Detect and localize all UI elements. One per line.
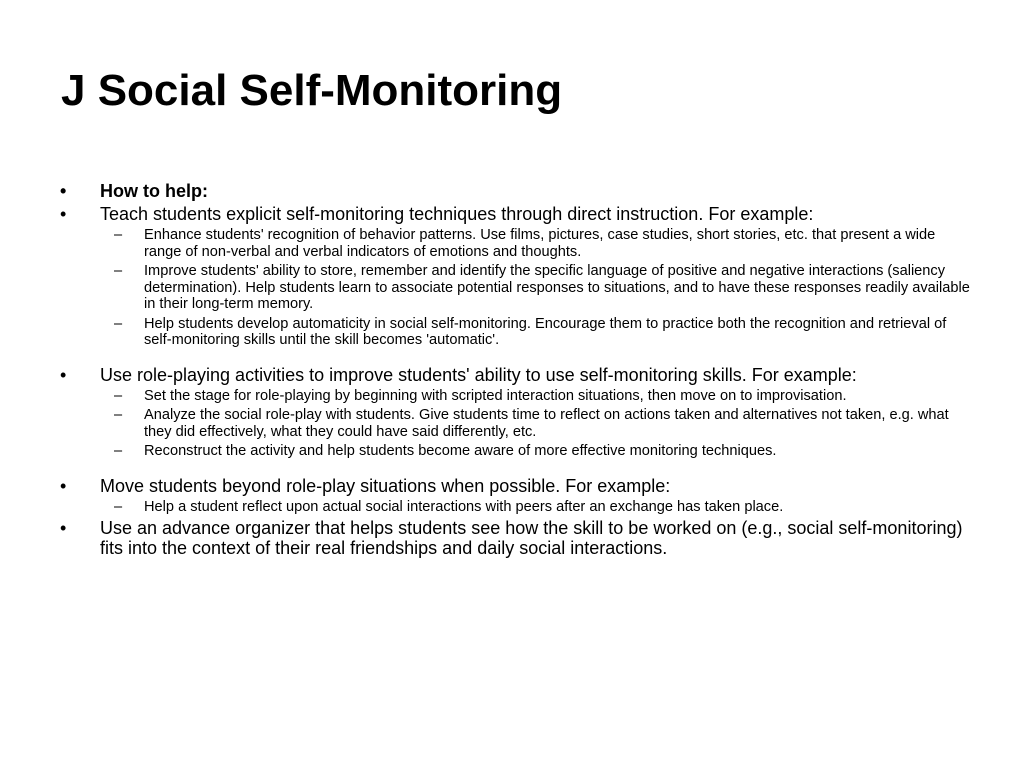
dash-marker: – xyxy=(114,387,123,404)
dash-marker: – xyxy=(114,498,123,515)
bullet-marker: • xyxy=(60,475,67,496)
sub-bullet-text: Enhance students' recognition of behavior patterns. Use films, pictures, case studies, short stories, etc. that present a wide range of non-verbal and verbal indicators of emotions and thoughts. xyxy=(144,227,936,260)
sub-bullet-item xyxy=(60,388,970,405)
sub-bullet-text: Help a student reflect upon actual social interactions with peers after an exchange has taken place. xyxy=(144,498,784,515)
sub-bullet-text: Help students develop automaticity in social self-monitoring. Encourage them to practice both the recognition and retrieval of self-monitoring skills until the skill becomes 'automatic'. xyxy=(144,315,947,348)
bullet-text: Move students beyond role-play situations when possible. For example: xyxy=(100,475,671,496)
sub-bullet-item xyxy=(60,263,970,313)
dash-marker: – xyxy=(114,315,123,332)
sub-bullet-item xyxy=(60,227,970,260)
dash-marker: – xyxy=(114,407,123,423)
bullet-text: Use role-playing activities to improve students' ability to use self-monitoring skills. For example: xyxy=(100,364,857,385)
sub-bullet-text: Analyze the social role-play with students. Give students time to reflect on actions taken and alternatives not taken, e.g. what they did effectively, what they could have said differently, etc. xyxy=(144,407,949,440)
slide-body xyxy=(60,181,970,561)
bullet-marker: • xyxy=(60,204,67,224)
dash-marker: – xyxy=(114,443,123,459)
bullet-text: How to help: xyxy=(100,181,208,201)
sub-bullet-item xyxy=(60,443,970,460)
bullet-marker: • xyxy=(60,181,67,201)
bullet-item xyxy=(60,365,970,385)
sub-bullet-text: Reconstruct the activity and help students become aware of more effective monitoring techniques. xyxy=(144,443,777,459)
sub-bullet-item xyxy=(60,407,970,440)
bullet-item xyxy=(60,181,970,201)
bullet-item xyxy=(60,204,970,224)
bullet-marker: • xyxy=(60,364,67,385)
slide-title: J Social Self-Monitoring xyxy=(61,66,563,115)
bullet-item xyxy=(60,518,970,558)
bullet-text: Use an advance organizer that helps students see how the skill to be worked on (e.g., social self-monitoring) fits into the context of their real friendships and daily social interactions. xyxy=(100,518,963,558)
sub-bullet-item xyxy=(60,316,970,349)
sub-bullet-text: Set the stage for role-playing by beginning with scripted interaction situations, then move on to improvisation. xyxy=(144,387,847,404)
sub-bullet-item xyxy=(60,499,970,516)
dash-marker: – xyxy=(114,263,123,279)
bullet-item xyxy=(60,476,970,496)
bullet-marker: • xyxy=(60,518,67,538)
dash-marker: – xyxy=(114,227,123,243)
bullet-text: Teach students explicit self-monitoring techniques through direct instruction. For example: xyxy=(100,204,814,224)
sub-bullet-text: Improve students' ability to store, remember and identify the specific language of positive and negative interactions (saliency determination). Help students learn to associate potential responses to situations, and to have these responses readily available in their long-term memory. xyxy=(144,263,970,312)
